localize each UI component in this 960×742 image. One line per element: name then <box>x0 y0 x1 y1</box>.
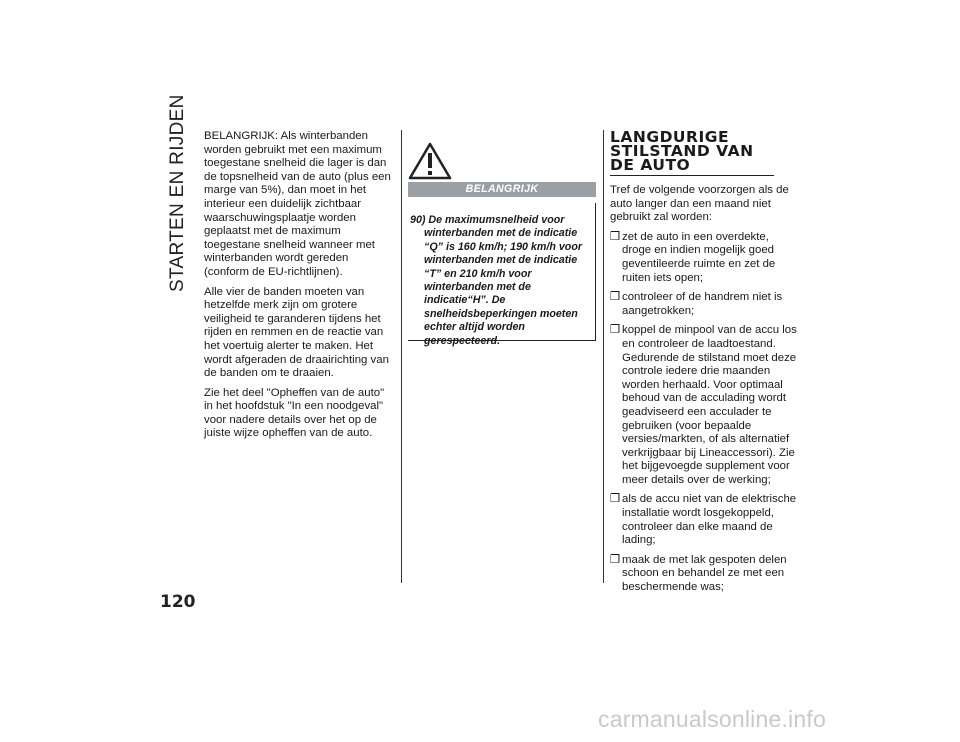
watermark: carmanualsonline.info <box>598 706 826 732</box>
checkbox-bullet-icon: ❒ <box>610 291 621 304</box>
list-item <box>610 231 800 285</box>
list-item <box>610 324 800 487</box>
list-item <box>610 554 800 595</box>
list-item-text: zet de auto in een overdekte, droge en indien mogelijk goed geventileerde ruimte en zet de ruiten iets open; <box>622 230 776 284</box>
column-right <box>610 130 800 601</box>
checkbox-bullet-icon: ❒ <box>610 493 621 506</box>
list-item-text: maak de met lak gespoten delen schoon en behandel ze met een beschermende was; <box>622 553 787 594</box>
section-intro: Tref de volgende voorzorgen als de auto langer dan een maand niet gebruikt zal worden: <box>610 184 789 224</box>
chapter-side-title-text: STARTEN EN RIJDEN <box>167 94 188 292</box>
column-divider-right <box>603 130 604 583</box>
warning-note-lead: 90) De maximumsnelheid voor <box>410 214 565 226</box>
chapter-side-title <box>163 94 193 292</box>
warning-title-bar: BELANGRIJK <box>408 182 596 197</box>
column-divider-left <box>401 130 402 583</box>
paragraph: Zie het deel "Opheffen van de auto" in het hoofdstuk "In een noodgeval" voor nadere details over het op de juiste wijze opheffen van de auto. <box>204 386 385 440</box>
warning-text <box>410 214 596 348</box>
checkbox-bullet-icon: ❒ <box>610 324 621 337</box>
warning-triangle-icon <box>408 142 452 180</box>
list-item <box>610 291 800 318</box>
checkbox-bullet-icon: ❒ <box>610 553 621 566</box>
list-item-text: controleer of de handrem niet is aangetrokken; <box>622 291 783 317</box>
list-item-text: koppel de minpool van de accu los en controleer de laadtoestand. Gedurende de stilstand moet deze controle iedere drie maanden worden herhaald. Voor optimaal behoud van de acculading wordt geadviseerd een acculader te gebruiken (voor bepaalde versies/markten, of als alternatief verkrijgbaar bij Lineaccessori). Zie het bijgevoegde supplement voor meer details over de werking; <box>622 324 797 486</box>
list-item <box>610 493 800 547</box>
section-title: LANGDURIGE STILSTAND VAN DE AUTO <box>610 130 774 176</box>
warning-note-body: winterbanden met de indicatie “Q” is 160 km/h; 190 km/h voor winterbanden met de indicatie “T” en 210 km/h voor winterbanden met de indicatie“H”. De snelheidsbeperkingen moeten echter altijd worden gerespecteerd. <box>424 227 583 347</box>
column-left <box>204 130 394 447</box>
paragraph: Alle vier de banden moeten van hetzelfde merk zijn om grotere veiligheid te garanderen tijdens het rijden en remmen en de reactie van het voertuig alerter te maken. Het wordt afgeraden de draairichting van de banden om te draaien. <box>204 285 389 380</box>
page-number: 120 <box>160 592 196 612</box>
checkbox-bullet-icon: ❒ <box>610 230 621 243</box>
list-item-text: als de accu niet van de elektrische installatie wordt losgekoppeld, controleer dan elke maand de lading; <box>622 493 797 547</box>
paragraph: BELANGRIJK: Als winterbanden worden gebruikt met een maximum toegestane snelheid die lager is dan de topsnelheid van de auto (plus een marge van 5%), dan moet in het interieur een duidelijk zichtbaar waarschuwingsplaatje worden geplaatst met de maximum toegestane snelheid wanneer met winterbanden wordt gereden (conform de EU-richtlijnen). <box>204 130 391 278</box>
